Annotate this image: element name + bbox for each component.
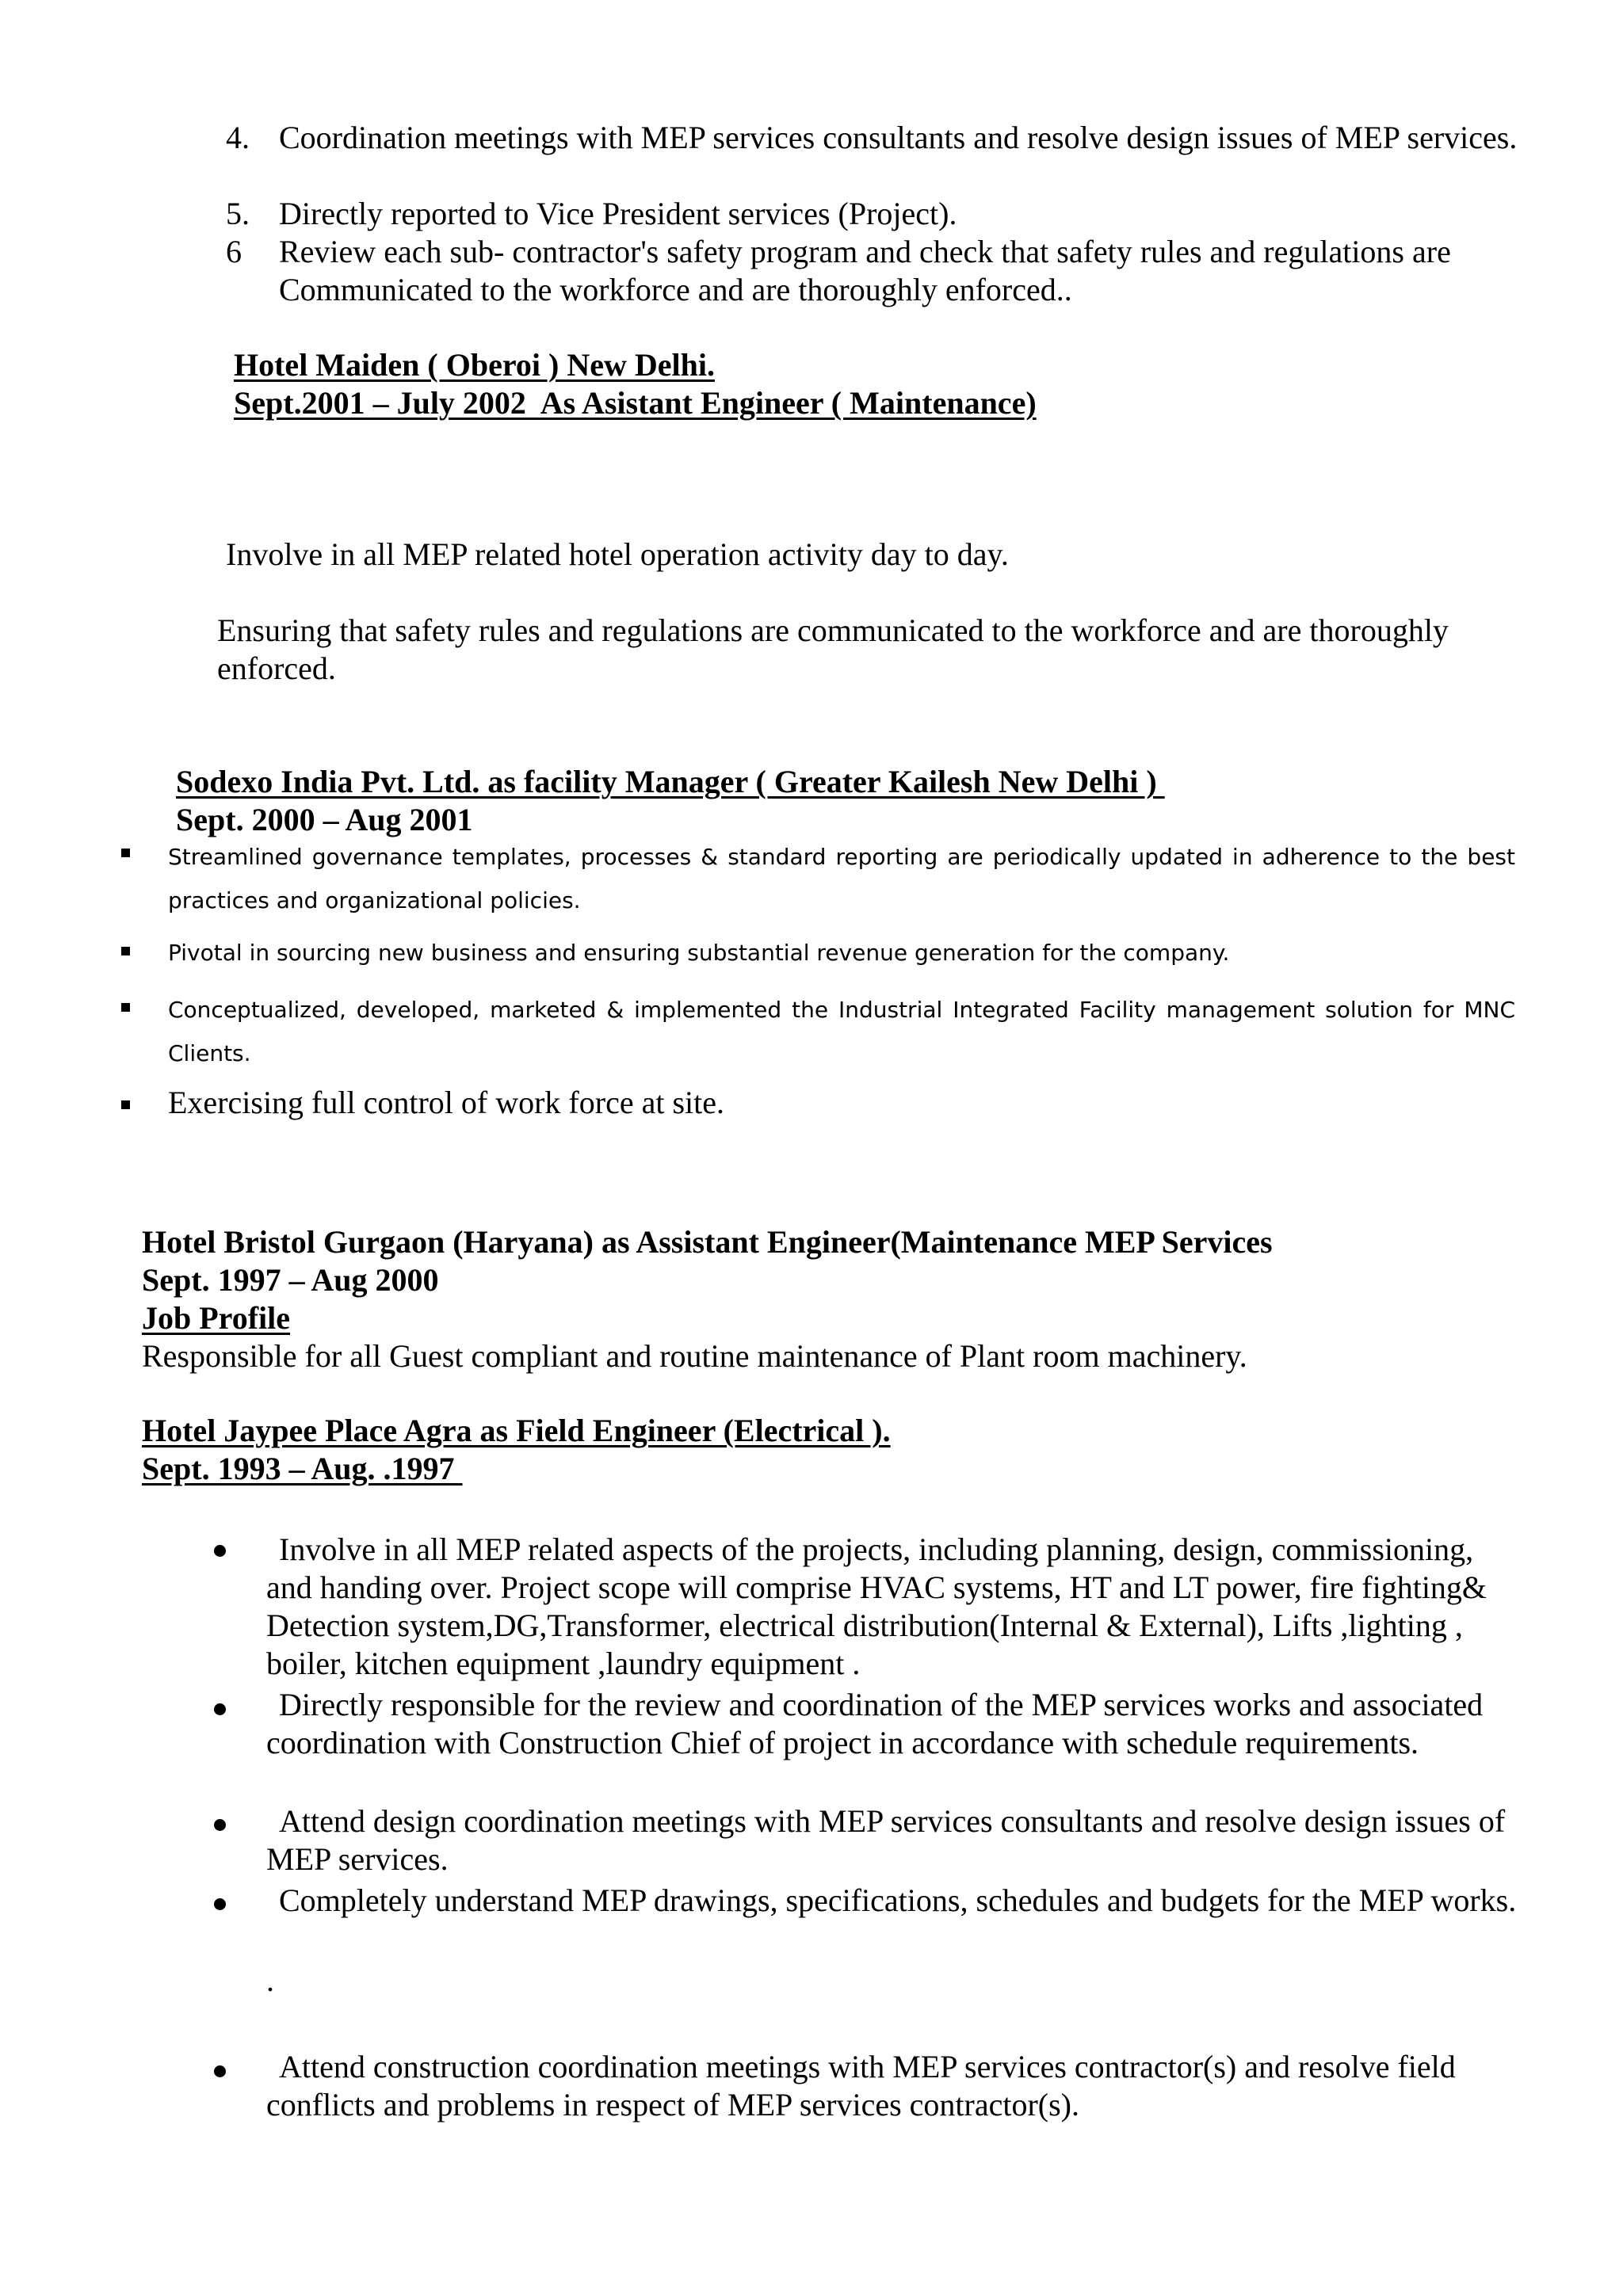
bullet-text: Streamlined governance templates, processes & standard reporting are periodically updated in adherence to the best practices and organizational policies. [168, 844, 1515, 913]
bullet-text: Completely understand MEP drawings, specifications, schedules and budgets for the MEP works. [279, 1882, 1517, 1918]
section-period: Sept. 2000 – Aug 2001 [176, 802, 473, 837]
item-text: Directly reported to Vice President services (Project). [279, 196, 957, 231]
section-heading: Hotel Maiden ( Oberoi ) New Delhi. [234, 347, 715, 383]
paragraph: Involve in all MEP related hotel operation activity day to day. [226, 536, 1009, 572]
item-text: Coordination meetings with MEP services consultants and resolve design issues of MEP services. [279, 120, 1518, 155]
bullet-dot-icon [214, 1898, 226, 1910]
bullet-text: Conceptualized, developed, marketed & implemented the Industrial Integrated Facility management solution for MNC Clients. [168, 997, 1515, 1066]
bullet-dot-icon [214, 1703, 226, 1715]
job-profile-label: Job Profile [142, 1300, 291, 1336]
bullet-dot-icon [214, 2065, 226, 2077]
bullet-dot-icon [214, 1545, 226, 1557]
bullet-square-icon [121, 1003, 130, 1012]
bullet-dot-icon [214, 1819, 226, 1831]
section-heading: Hotel Bristol Gurgaon (Haryana) as Assistant Engineer(Maintenance MEP Services [142, 1224, 1273, 1260]
stray-period: . [266, 1962, 274, 1998]
item-number: 4. [226, 120, 250, 155]
bullet-square-icon [121, 947, 130, 955]
item-number: 6 [226, 234, 242, 269]
bullet-text: Directly responsible for the review and coordination of the MEP services works and associated coordination with Construction Chief of project in accordance with schedule requirements. [266, 1687, 1484, 1760]
paragraph: Ensuring that safety rules and regulations are communicated to the workforce and are thoroughly enforced. [217, 612, 1449, 686]
section-heading: Hotel Jaypee Place Agra as Field Engineer (Electrical ). [142, 1413, 891, 1448]
bullet-text: Pivotal in sourcing new business and ensuring substantial revenue generation for the company. [168, 940, 1230, 966]
section-heading: Sodexo India Pvt. Ltd. as facility Manager ( Greater Kailesh New Delhi ) [176, 764, 1165, 799]
section-period: Sept.2001 – July 2002 As Asistant Engineer ( Maintenance) [234, 385, 1037, 421]
paragraph: Responsible for all Guest compliant and routine maintenance of Plant room machinery. [142, 1338, 1247, 1374]
section-period: Sept. 1993 – Aug. .1997 [142, 1451, 463, 1486]
bullet-square-icon [121, 1100, 130, 1109]
bullet-text: Attend design coordination meetings with MEP services consultants and resolve design issues of MEP services. [266, 1803, 1506, 1877]
bullet-text: Involve in all MEP related aspects of the projects, including planning, design, commissioning, and handing over. Project scope will comprise HVAC systems, HT and LT power, fire fighting& Detection system,DG,Transformer, electrical distribution(Internal & External), Lifts ,lighting , boiler, kitchen equipment ,laundry equipment . [266, 1531, 1487, 1681]
bullet-square-icon [121, 849, 130, 857]
bullet-text: Exercising full control of work force at site. [168, 1085, 724, 1120]
bullet-text: Attend construction coordination meetings with MEP services contractor(s) and resolve field conflicts and problems in respect of MEP services contractor(s). [266, 2049, 1456, 2122]
section-period: Sept. 1997 – Aug 2000 [142, 1262, 439, 1298]
item-number: 5. [226, 196, 250, 231]
item-text: Review each sub- contractor's safety program and check that safety rules and regulations are Communicated to the workforce and are thoroughly enforced.. [279, 234, 1451, 307]
